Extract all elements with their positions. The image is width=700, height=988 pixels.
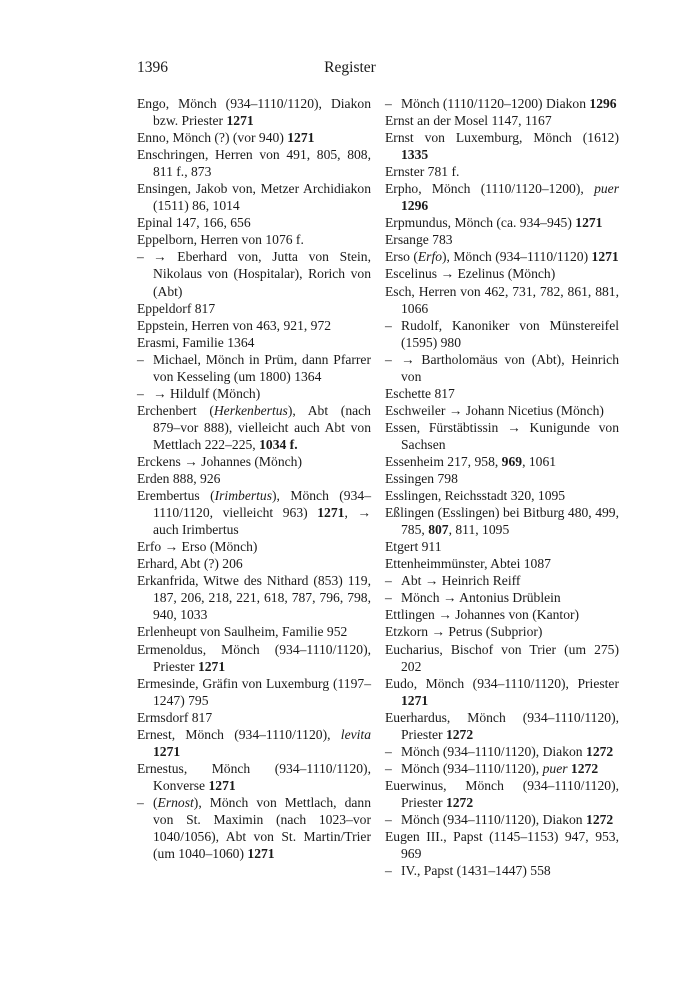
- index-entry: [137, 300, 371, 317]
- index-subentry: [137, 351, 371, 385]
- entry-text: Erhard, Abt (?) 206: [137, 556, 243, 572]
- subentry-dash: –: [385, 743, 392, 759]
- page-reference-bold: 1271: [197, 658, 226, 674]
- italic-term: puer: [594, 181, 619, 197]
- entry-text: Enschringen, Herren von 491, 805, 808, 811 f., 873: [137, 147, 371, 180]
- entry-text: Escelinus → Ezelinus (Mönch): [385, 266, 556, 282]
- index-subentry: [385, 760, 619, 777]
- index-subentry: [385, 862, 619, 879]
- entry-text: Etzkorn → Petrus (Subprior): [385, 624, 543, 640]
- index-subentry: [137, 248, 371, 299]
- entry-text: Ermsdorf 817: [137, 709, 213, 725]
- entry-text: Eucharius, Bischof von Trier (um 275) 202: [385, 641, 619, 674]
- entry-text: → Hildulf (Mönch): [153, 385, 261, 401]
- index-entry: [385, 538, 619, 555]
- subentry-dash: –: [137, 794, 144, 810]
- entry-text: , → auch Irimbertus: [153, 505, 371, 538]
- index-entry: [385, 828, 619, 862]
- index-entry: [137, 334, 371, 351]
- entry-text: Eschweiler → Johann Nicetius (Mönch): [385, 402, 604, 418]
- entry-text: Erckens → Johannes (Mönch): [137, 453, 302, 469]
- entry-text: Mönch (934–1110/1120), Diakon: [401, 811, 587, 827]
- index-entry: [137, 453, 371, 470]
- index-entry: [137, 470, 371, 487]
- page-reference-bold: 1335: [401, 147, 429, 163]
- subentry-dash: –: [137, 351, 144, 367]
- entry-text: Eugen III., Papst (1145–1153) 947, 953, 969: [385, 829, 619, 862]
- entry-text: Ettenheimmünster, Abtei 1087: [385, 556, 551, 572]
- index-entry: [385, 709, 619, 743]
- entry-text: Esch, Herren von 462, 731, 782, 861, 881, 1066: [385, 283, 619, 316]
- italic-term: puer: [542, 760, 568, 776]
- entry-text: Mönch (934–1110/1120),: [401, 760, 543, 776]
- entry-text: Erkanfrida, Witwe des Nithard (853) 119, 187, 206, 218, 221, 618, 787, 796, 798, 940, 1033: [137, 573, 371, 623]
- index-entry: [385, 419, 619, 453]
- entry-text: Ernst von Luxemburg, Mönch (1612): [385, 130, 619, 146]
- index-entry: [385, 555, 619, 572]
- entry-text: Eppstein, Herren von 463, 921, 972: [137, 317, 332, 333]
- index-column-left: [137, 95, 371, 862]
- entry-text: Eppeldorf 817: [137, 300, 216, 316]
- entry-text: Erden 888, 926: [137, 471, 221, 487]
- subentry-dash: –: [385, 96, 392, 111]
- index-entry: [137, 180, 371, 214]
- page-reference-bold: 1271: [401, 692, 429, 708]
- index-entry: [385, 487, 619, 504]
- index-entry: [385, 623, 619, 640]
- page-reference-bold: 1296: [401, 198, 429, 214]
- index-entry: [385, 385, 619, 402]
- entry-text: Eßlingen (Esslingen) bei Bitburg 480, 499, 785,: [385, 505, 619, 538]
- entry-text: Ermenoldus, Mönch (934–1110/1120), Priester: [137, 641, 371, 674]
- page-reference-bold: 1296: [589, 96, 617, 111]
- page-number: 1396: [137, 59, 168, 76]
- entry-text: Erfo → Erso (Mönch): [137, 539, 258, 555]
- index-entry: [137, 214, 371, 231]
- italic-term: Erfo: [417, 249, 443, 265]
- entry-text: Essingen 798: [385, 471, 458, 487]
- entry-text: Ersange 783: [385, 232, 453, 248]
- entry-text: Etgert 911: [385, 539, 442, 555]
- index-entry: [137, 146, 371, 180]
- italic-term: Herkenbertus: [213, 402, 288, 418]
- index-entry: [137, 402, 371, 453]
- entry-text: Euerhardus, Mönch (934–1110/1120), Priester: [385, 709, 619, 742]
- index-entry: [385, 504, 619, 538]
- entry-text: Epinal 147, 166, 656: [137, 215, 251, 231]
- entry-text: Ernest, Mönch (934–1110/1120),: [137, 726, 341, 742]
- entry-text: (: [153, 794, 158, 810]
- index-entry: [137, 726, 371, 760]
- page-reference-bold: 1034 f.: [259, 436, 298, 452]
- index-entry: [137, 675, 371, 709]
- entry-text: Erpmundus, Mönch (ca. 934–945): [385, 215, 576, 231]
- entry-text: Essenheim 217, 958,: [385, 453, 502, 469]
- italic-term: levita: [340, 726, 371, 742]
- index-entry: [385, 675, 619, 709]
- entry-text: Erasmi, Familie 1364: [137, 334, 255, 350]
- running-title: Register: [324, 59, 376, 76]
- index-entry: [385, 180, 619, 214]
- index-subentry: [385, 95, 619, 112]
- entry-text: Michael, Mönch in Prüm, dann Pfarrer von Kesseling (um 1800) 1364: [153, 351, 371, 384]
- entry-text: Erlenheupt von Saulheim, Familie 952: [137, 624, 348, 640]
- entry-text: Ernster 781 f.: [385, 164, 460, 180]
- entry-text: Erso (: [385, 249, 418, 265]
- index-entry: [385, 248, 619, 265]
- entry-text: Enno, Mönch (?) (vor 940): [137, 130, 288, 146]
- entry-text: Erchenbert (: [137, 402, 214, 418]
- italic-term: Irimbertus: [214, 488, 273, 504]
- entry-text: → Eberhard von, Jutta von Stein, Nikolaus von (Hospitalar), Rorich von (Abt): [153, 249, 371, 299]
- entry-text: Eschette 817: [385, 385, 455, 401]
- page-reference-bold: 1272: [445, 726, 474, 742]
- subentry-dash: –: [385, 863, 392, 879]
- index-subentry: [385, 572, 619, 589]
- index-entry: [137, 317, 371, 334]
- entry-text: ), Mönch (934–1110/1120, vielleicht 963): [153, 488, 371, 521]
- index-entry: [137, 572, 371, 623]
- subentry-dash: –: [137, 385, 144, 401]
- index-entry: [385, 283, 619, 317]
- entry-text: Esslingen, Reichsstadt 320, 1095: [385, 488, 566, 504]
- page-reference-bold: 1271: [226, 113, 254, 129]
- page-reference-bold: 1272: [445, 794, 474, 810]
- subentry-dash: –: [137, 249, 144, 265]
- entry-text: Essen, Fürstäbtissin → Kunigunde von Sachsen: [385, 419, 619, 452]
- entry-text: Mönch (1110/1120–1200) Diakon: [401, 96, 590, 111]
- index-entry: [137, 555, 371, 572]
- subentry-dash: –: [385, 317, 392, 333]
- entry-text: Ernst an der Mosel 1147, 1167: [385, 113, 552, 129]
- index-entry: [137, 95, 371, 129]
- index-entry: [137, 538, 371, 555]
- subentry-dash: –: [385, 351, 392, 367]
- page-reference-bold: 807: [428, 522, 449, 538]
- index-entry: [385, 641, 619, 675]
- index-entry: [385, 453, 619, 470]
- entry-text: Eppelborn, Herren von 1076 f.: [137, 232, 304, 248]
- index-entry: [385, 265, 619, 282]
- index-entry: [385, 231, 619, 248]
- entry-text: → Bartholomäus von (Abt), Heinrich von: [401, 351, 619, 384]
- index-subentry: [385, 589, 619, 606]
- page-reference-bold: 1271: [575, 215, 603, 231]
- page-reference-bold: 1271: [591, 249, 619, 265]
- page-reference-bold: 1272: [586, 811, 614, 827]
- entry-text: Eudo, Mönch (934–1110/1120), Priester: [385, 675, 619, 691]
- index-entry: [137, 129, 371, 146]
- index-subentry: [385, 317, 619, 351]
- entry-text: , 1061: [522, 453, 557, 469]
- subentry-dash: –: [385, 590, 392, 606]
- entry-text: Rudolf, Kanoniker von Münstereifel (1595) 980: [401, 317, 619, 350]
- index-entry: [137, 487, 371, 538]
- index-entry: [385, 777, 619, 811]
- index-subentry: [385, 743, 619, 760]
- subentry-dash: –: [385, 760, 392, 776]
- page-reference-bold: 1271: [287, 130, 315, 146]
- subentry-dash: –: [385, 811, 392, 827]
- entry-text: , 811, 1095: [448, 522, 510, 538]
- entry-text: ), Abt (nach 879–vor 888), vielleicht auch Abt von Mettlach 222–225,: [153, 402, 371, 452]
- index-entry: [385, 163, 619, 180]
- index-subentry: [137, 385, 371, 402]
- page-reference-bold: 969: [501, 453, 523, 469]
- index-entry: [137, 231, 371, 248]
- index-entry: [385, 214, 619, 231]
- index-column-right: [385, 95, 619, 879]
- entry-text: Ermesinde, Gräfin von Luxemburg (1197–1247) 795: [137, 675, 371, 708]
- entry-text: Mönch → Antonius Drüblein: [401, 590, 561, 606]
- index-entry: [137, 709, 371, 726]
- index-entry: [385, 606, 619, 623]
- page-reference-bold: 1271: [208, 777, 236, 793]
- entry-text: IV., Papst (1431–1447) 558: [401, 863, 551, 879]
- index-entry: [137, 760, 371, 794]
- entry-text: Abt → Heinrich Reiff: [401, 573, 521, 589]
- index-entry: [385, 402, 619, 419]
- index-subentry: [385, 811, 619, 828]
- index-entry: [385, 129, 619, 163]
- entry-text: Erembertus (: [137, 488, 215, 504]
- page-reference-bold: 1272: [570, 760, 599, 776]
- entry-text: Ensingen, Jakob von, Metzer Archidiakon (1511) 86, 1014: [137, 181, 371, 214]
- italic-term: Ernost: [157, 794, 194, 810]
- entry-text: ), Mönch (934–1110/1120): [442, 249, 592, 265]
- entry-text: Euerwinus, Mönch (934–1110/1120), Priester: [385, 777, 619, 810]
- entry-text: Mönch (934–1110/1120), Diakon: [401, 743, 587, 759]
- entry-text: ), Mönch von Mettlach, dann von St. Maximin (nach 1023–vor 1040/1056), Abt von St. Martin/Trier (um 1040–1060): [153, 794, 371, 862]
- page-reference-bold: 1271: [247, 846, 275, 862]
- page-reference-bold: 1271: [317, 505, 345, 521]
- index-entry: [137, 641, 371, 675]
- entry-text: Ernestus, Mönch (934–1110/1120), Konverse: [137, 760, 371, 793]
- page-reference-bold: 1272: [586, 743, 614, 759]
- entry-text: Erpho, Mönch (1110/1120–1200),: [385, 181, 595, 197]
- page-reference-bold: 1271: [153, 743, 181, 759]
- entry-text: Engo, Mönch (934–1110/1120), Diakon bzw. Priester: [137, 96, 371, 129]
- entry-text: Ettlingen → Johannes von (Kantor): [385, 607, 580, 623]
- index-entry: [137, 623, 371, 640]
- subentry-dash: –: [385, 573, 392, 589]
- index-subentry: [385, 351, 619, 385]
- index-entry: [385, 470, 619, 487]
- index-subentry: [137, 794, 371, 862]
- index-entry: [385, 112, 619, 129]
